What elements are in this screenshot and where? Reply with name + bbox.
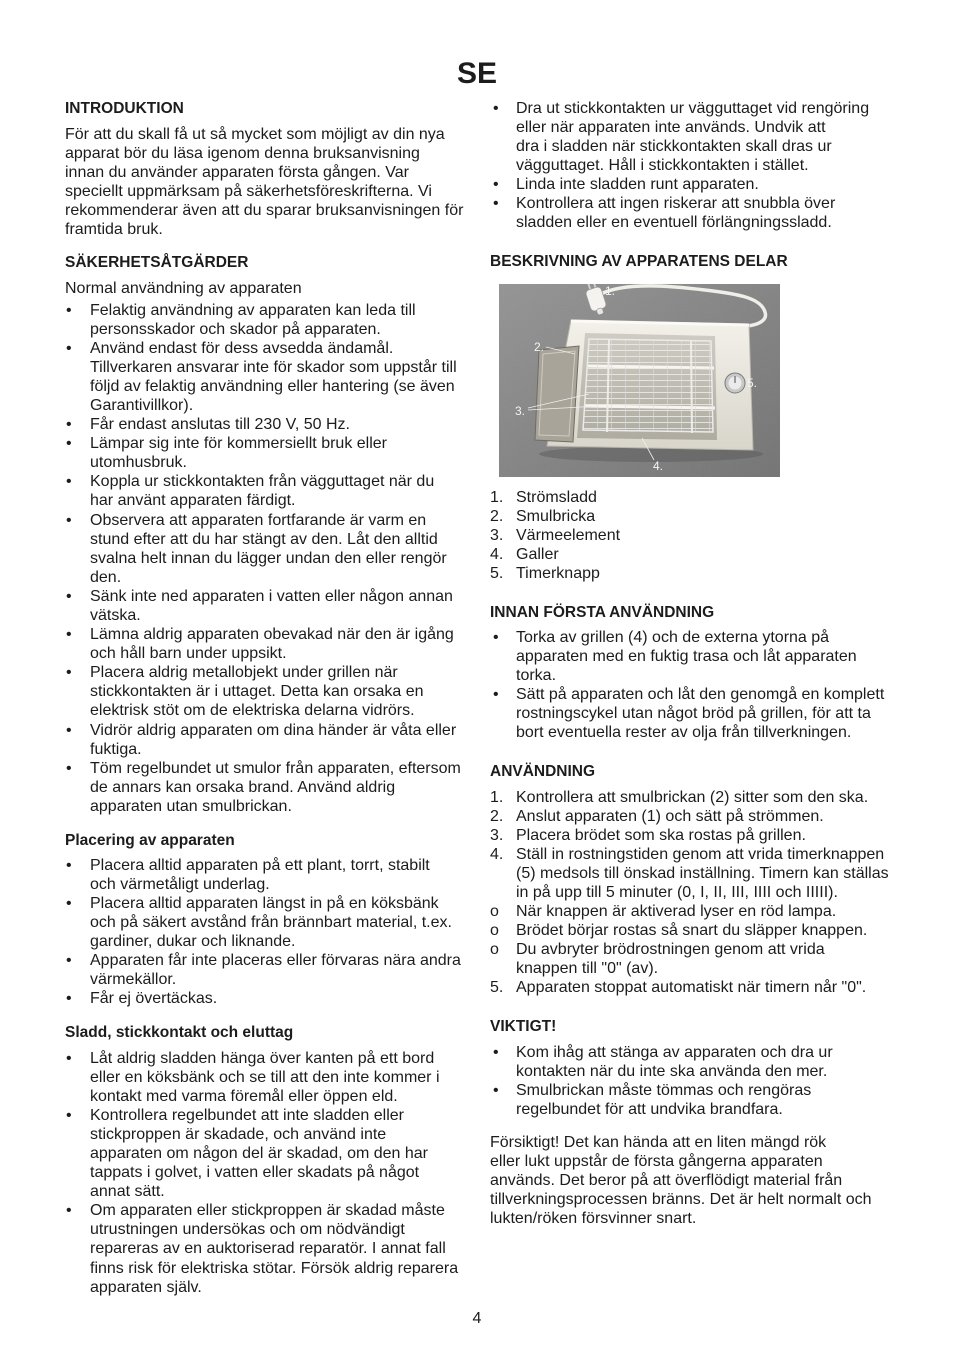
list-marker: • xyxy=(493,628,499,646)
list-item-text: Placera brödet som ska rostas på grillen. xyxy=(516,826,806,844)
list-item xyxy=(65,301,461,339)
list-item-text: Placera alltid apparaten längst in på en köksbänk och på säkert avstånd från brännbart material, t.ex. gardiner, dukar och liknande. xyxy=(90,894,452,950)
list-item xyxy=(490,788,889,807)
list-item-text: Du avbryter brödrostningen genom att vrida knappen till "0" (av). xyxy=(516,941,825,978)
list-item xyxy=(490,1043,833,1081)
list-item xyxy=(490,99,869,175)
list-marker: • xyxy=(493,175,499,193)
list-marker: • xyxy=(493,99,499,117)
list-marker: • xyxy=(66,1106,72,1124)
intro-paragraph: För att du skall få ut så mycket som möjligt av din nya apparat bör du läsa igenom denna bruksanvisning innan du använder apparaten första gången. Var speciellt uppmärksam på säkerhetsföreskrifterna. Vi rekommenderar även att du sparar bruksanvisningen för framtida bruk. xyxy=(65,125,464,238)
list-item xyxy=(65,663,461,720)
list-marker: 2. xyxy=(490,807,504,825)
list-item xyxy=(65,894,461,951)
heading-introduktion: INTRODUKTION xyxy=(65,99,184,117)
list-item xyxy=(65,721,461,759)
list-item xyxy=(65,472,461,510)
list-marker: 1. xyxy=(490,788,504,806)
list-item xyxy=(490,826,889,845)
list-marker: • xyxy=(66,894,72,912)
list-item-text: Sänk inte ned apparaten i vatten eller någon annan vätska. xyxy=(90,587,453,624)
list-item-text: Sätt på apparaten och låt den genomgå en komplett rostningscykel utan något bröd på grillen, för att ta bort eventuella rester av olja från tillverkningen. xyxy=(516,685,885,741)
list-item-text: Om apparaten eller stickproppen är skadad måste utrustningen undersökas och om nödvändigt repareras av en auktoriserad reparatör. I annat fall finns risk för elektriska stötar. Försök aldrig reparera apparaten själv. xyxy=(90,1202,459,1296)
list-marker: 3. xyxy=(490,826,504,844)
list-item xyxy=(490,488,620,507)
heading-beskrivning: BESKRIVNING AV APPARATENS DELAR xyxy=(490,252,788,270)
list-marker: • xyxy=(66,301,72,319)
list-item-text: Placera aldrig metallobjekt under grillen när stickkontakten är i uttaget. Detta kan orsaka en elektrisk stöt om de elektriska delarna vidrörs. xyxy=(90,664,424,720)
list-item-text: Timerknapp xyxy=(516,564,600,582)
heading-sakerhetsatgarder: SÄKERHETSÅTGÄRDER xyxy=(65,253,249,271)
list-item xyxy=(65,856,461,894)
list-item-text: Linda inte sladden runt apparaten. xyxy=(516,175,759,193)
list-marker: • xyxy=(66,1049,72,1067)
list-marker: • xyxy=(66,587,72,605)
callout-2: 2. xyxy=(534,340,545,354)
list-item-text: Observera att apparaten fortfarande är varm en stund efter att du har stängt av den. Låt den alltid svalna helt innan du lägger undan den eller rengör den. xyxy=(90,511,447,586)
list-item-text: Apparaten stoppat automatiskt när timern når "0". xyxy=(516,979,867,997)
list-item-text: Anslut apparaten (1) och sätt på strömmen. xyxy=(516,807,824,825)
list-item-text: Dra ut stickkontakten ur vägguttaget vid rengöring eller när apparaten inte används. Undvik att dra i sladden när stickkontakten skall dras ur vägguttaget. Håll i stickkontakten i stället. xyxy=(516,99,870,174)
list-item xyxy=(65,339,461,415)
list-item-text: Koppla ur stickkontakten från vägguttaget när du har använt apparaten färdigt. xyxy=(90,473,435,510)
cord-list xyxy=(65,1049,458,1297)
callout-1: 1. xyxy=(605,284,616,298)
list-item-text: Smulbrickan måste tömmas och rengöras regelbundet för att undvika brandfara. xyxy=(516,1081,812,1118)
list-item-text: Apparaten får inte placeras eller förvaras nära andra värmekällor. xyxy=(90,951,461,989)
list-item-text: Kom ihåg att stänga av apparaten och dra ur kontakten när du inte ska använda den mer. xyxy=(516,1043,833,1080)
list-marker: • xyxy=(493,1081,499,1099)
list-item xyxy=(490,628,884,685)
list-marker: • xyxy=(66,664,72,682)
list-marker: o xyxy=(490,903,499,921)
list-item-text: Får ej övertäckas. xyxy=(90,990,218,1008)
page-number: 4 xyxy=(472,1309,482,1327)
list-item-text: Vidrör aldrig apparaten om dina händer är våta eller fuktiga. xyxy=(90,721,457,758)
list-item xyxy=(490,194,869,232)
list-item xyxy=(490,685,884,742)
list-item xyxy=(65,415,461,434)
heading-placering: Placering av apparaten xyxy=(65,831,235,849)
heading-anvandning: ANVÄNDNING xyxy=(490,762,596,780)
list-marker: 5. xyxy=(490,979,504,997)
list-marker: 3. xyxy=(490,526,504,544)
list-marker: 2. xyxy=(490,507,504,525)
list-marker: 1. xyxy=(490,488,504,506)
list-item xyxy=(490,902,889,921)
list-item-text: Ställ in rostningstiden genom att vrida timerknappen (5) medsols till önskad inställning. Timern kan ställas in på upp till 5 minuter (0, I, II, III, IIII och IIIII). xyxy=(516,845,889,901)
list-item-text: Strömsladd xyxy=(516,488,597,506)
list-item xyxy=(65,587,461,625)
list-marker: • xyxy=(66,990,72,1008)
callout-4: 4. xyxy=(653,459,664,473)
list-marker: • xyxy=(66,721,72,739)
list-item-text: Kontrollera att ingen riskerar att snubbla över sladden eller en eventuell förlängningssladd. xyxy=(516,194,836,232)
list-item-text: Smulbricka xyxy=(516,507,596,525)
list-item xyxy=(490,526,620,545)
list-item xyxy=(490,940,889,978)
list-marker: • xyxy=(66,435,72,453)
list-item xyxy=(65,434,461,472)
list-marker: • xyxy=(66,759,72,777)
list-item-text: Värmeelement xyxy=(516,526,621,544)
list-marker: • xyxy=(66,856,72,874)
list-item xyxy=(490,807,889,826)
list-marker: • xyxy=(493,194,499,212)
list-item-text: Får endast anslutas till 230 V, 50 Hz. xyxy=(90,416,350,434)
list-item-text: Brödet börjar rostas så snart du släpper knappen. xyxy=(516,922,868,940)
list-item-text: Låt aldrig sladden hänga över kanten på ett bord eller en köksbänk och se till att den inte kommer i kontakt med varma föremål eller öppen eld. xyxy=(90,1049,440,1105)
list-item xyxy=(490,921,889,940)
list-item-text: Kontrollera regelbundet att inte sladden eller stickproppen är skadade, och använd inte apparaten om någon del är skadad, om den har tappats i golvet, i vatten eller skadats på något annat sätt. xyxy=(90,1106,429,1201)
list-item xyxy=(65,989,461,1008)
usage-steps xyxy=(490,788,889,998)
list-marker: • xyxy=(66,1202,72,1220)
caution-paragraph: Försiktigt! Det kan hända att en liten mängd rök eller lukt uppstår de första gångerna apparaten används. Det beror på att överflödigt material från tillverkningsprocessen bränns. Det är helt normalt och lukten/röken försvinner snart. xyxy=(490,1133,872,1227)
list-item-text: Töm regelbundet ut smulor från apparaten, eftersom de annars kan orsaka brand. Använd aldrig apparaten utan smulbrickan. xyxy=(90,759,461,815)
list-item xyxy=(490,175,869,194)
list-item-text: Lämpar sig inte för kommersiellt bruk eller utomhusbruk. xyxy=(90,435,387,472)
list-item-text: Använd endast för dess avsedda ändamål. Tillverkaren ansvarar inte för skador som uppstår till följd av felaktig användning eller hantering (se även Garantivillkor). xyxy=(90,339,457,414)
list-marker: 4. xyxy=(490,845,504,863)
list-marker: 5. xyxy=(490,564,504,582)
callout-5: 5. xyxy=(747,376,758,390)
list-item-text: När knappen är aktiverad lyser en röd lampa. xyxy=(516,903,837,921)
important-list xyxy=(490,1043,833,1119)
heading-viktigt: VIKTIGT! xyxy=(490,1017,557,1035)
list-marker: • xyxy=(493,685,499,703)
list-item xyxy=(65,1106,458,1201)
list-item xyxy=(65,511,461,587)
list-item xyxy=(490,564,620,583)
placement-list xyxy=(65,856,461,1009)
subheading-normal-use: Normal användning av apparaten xyxy=(65,279,302,297)
list-marker: o xyxy=(490,941,499,959)
heading-sladd: Sladd, stickkontakt och eluttag xyxy=(65,1023,294,1041)
list-item xyxy=(65,1049,458,1106)
list-item xyxy=(65,625,461,663)
list-item xyxy=(490,1081,833,1119)
list-item xyxy=(490,545,620,564)
list-item xyxy=(490,507,620,526)
list-marker: o xyxy=(490,922,499,940)
list-item xyxy=(65,759,461,816)
list-item xyxy=(65,951,461,989)
grill-rack xyxy=(583,339,713,432)
list-item-text: Galler xyxy=(516,545,559,563)
list-item xyxy=(65,1201,458,1296)
list-item xyxy=(490,845,889,902)
list-item-text: Placera alltid apparaten på ett plant, torrt, stabilt och värmetåligt underlag. xyxy=(90,856,430,893)
list-marker: • xyxy=(66,511,72,529)
list-marker: • xyxy=(66,339,72,357)
list-item-text: Felaktig användning av apparaten kan leda till personsskador och skador på apparaten. xyxy=(90,301,416,338)
list-marker: • xyxy=(66,473,72,491)
list-item-text: Lämna aldrig apparaten obevakad när den är igång och håll barn under uppsikt. xyxy=(90,626,454,663)
safety-list xyxy=(65,301,461,817)
before-first-use-list xyxy=(490,628,884,743)
heading-innan-forsta: INNAN FÖRSTA ANVÄNDNING xyxy=(490,603,715,621)
list-item-text: Kontrollera att smulbrickan (2) sitter som den ska. xyxy=(516,788,869,806)
list-marker: 4. xyxy=(490,545,504,563)
list-marker: • xyxy=(66,416,72,434)
list-marker: • xyxy=(66,626,72,644)
callout-3: 3. xyxy=(515,404,526,418)
list-marker: • xyxy=(493,1043,499,1061)
list-marker: • xyxy=(66,951,72,969)
list-item xyxy=(490,978,889,997)
language-code-heading: SE xyxy=(456,57,498,90)
toaster-photo xyxy=(499,284,780,477)
list-item-text: Torka av grillen (4) och de externa ytorna på apparaten med en fuktig trasa och låt apparaten torka. xyxy=(516,628,857,684)
cord-list-continued xyxy=(490,99,869,233)
parts-list xyxy=(490,488,620,583)
